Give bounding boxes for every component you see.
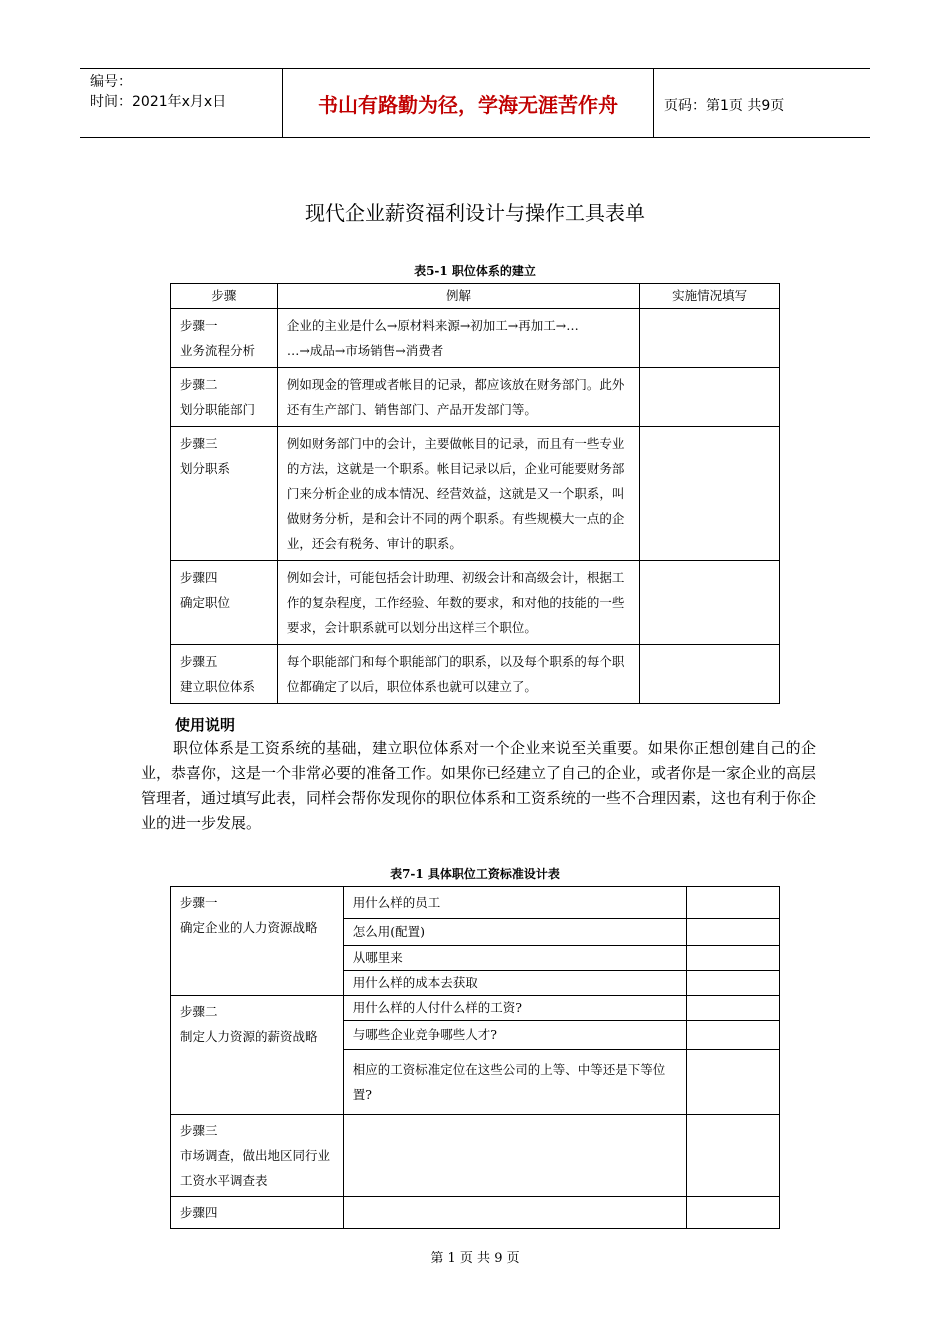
- item-cell: 用什么样的人付什么样的工资?: [343, 996, 686, 1021]
- step-cell: [171, 887, 344, 996]
- example-cell: 企业的主业是什么→原材料来源→初加工→再加工→… …→成品→市场销售→消费者: [277, 309, 639, 368]
- step-label: 步骤一: [180, 895, 218, 910]
- page-footer: 第 1 页 共 9 页: [430, 1251, 520, 1266]
- step-label: 步骤五: [180, 654, 218, 669]
- fill-in-cell[interactable]: [687, 971, 780, 996]
- step-label: 步骤二: [180, 1004, 218, 1019]
- table-row: [171, 309, 780, 368]
- step-label: 步骤三: [180, 436, 218, 451]
- document-title: 现代企业薪资福利设计与操作工具表单: [305, 201, 645, 225]
- step-label: 步骤一: [180, 318, 218, 333]
- step-cell: [171, 561, 278, 645]
- step-name: 市场调查，做出地区同行业工资水平调查表: [180, 1148, 331, 1188]
- item-cell[interactable]: [343, 1197, 686, 1229]
- column-header: 实施情况填写: [640, 284, 780, 309]
- step-name: 划分职系: [180, 461, 231, 476]
- step-name: 建立职位体系: [180, 679, 256, 694]
- example-cell: 例如现金的管理或者帐目的记录，都应该放在财务部门。此外还有生产部门、销售部门、产品开发部门等。: [277, 368, 639, 427]
- step-cell: [171, 1115, 344, 1197]
- step-cell: [171, 1197, 344, 1229]
- table2-caption: 表7-1 具体职位工资标准设计表: [390, 867, 560, 881]
- position-system-table: [170, 283, 780, 704]
- fill-in-cell[interactable]: [687, 1197, 780, 1229]
- fill-in-cell[interactable]: [687, 919, 780, 946]
- fill-in-cell[interactable]: [640, 645, 780, 704]
- fill-in-cell[interactable]: [687, 1115, 780, 1197]
- table-header-row: [171, 284, 780, 309]
- item-cell: 用什么样的员工: [343, 887, 686, 919]
- table-row: [171, 1197, 780, 1229]
- table-row: [171, 427, 780, 561]
- table-row: [171, 996, 780, 1021]
- fill-in-cell[interactable]: [640, 309, 780, 368]
- step-cell: [171, 645, 278, 704]
- table-row: [171, 368, 780, 427]
- step-label: 步骤二: [180, 377, 218, 392]
- step-cell: [171, 427, 278, 561]
- step-cell: [171, 996, 344, 1115]
- step-label: 步骤四: [180, 1205, 218, 1220]
- header-page-info: 页码：第1页 共9页: [664, 98, 785, 114]
- time-label: 时间：2021年x月x日: [90, 94, 227, 110]
- item-cell: 相应的工资标准定位在这些公司的上等、中等还是下等位置?: [343, 1050, 686, 1115]
- usage-heading: 使用说明: [175, 716, 236, 734]
- fill-in-cell[interactable]: [687, 1050, 780, 1115]
- column-header: 例解: [277, 284, 639, 309]
- step-name: 确定企业的人力资源战略: [180, 920, 318, 935]
- usage-paragraph: 职位体系是工资系统的基础，建立职位体系对一个企业来说至关重要。如果你正想创建自己的企业，恭喜你，这是一个非常必要的准备工作。如果你已经建立了自己的企业，或者你是一家企业的高层管理者，通过填写此表，同样会帮你发现你的职位体系和工资系统的一些不合理因素，这也有利于你企业的进一步发展。: [141, 739, 817, 832]
- example-cell: 例如财务部门中的会计，主要做帐目的记录，而且有一些专业的方法，这就是一个职系。帐目记录以后，企业可能要财务部门来分析企业的成本情况、经营效益，这就是又一个职系，叫做财务分析，是和会计不同的两个职系。有些规模大一点的企业，还会有税务、审计的职系。: [277, 427, 639, 561]
- step-label: 步骤四: [180, 570, 218, 585]
- step-name: 划分职能部门: [180, 402, 256, 417]
- step-name: 制定人力资源的薪资战略: [180, 1029, 318, 1044]
- page-header: [80, 68, 870, 138]
- step-cell: [171, 368, 278, 427]
- table-row: [171, 1115, 780, 1197]
- table-row: [171, 645, 780, 704]
- fill-in-cell[interactable]: [640, 368, 780, 427]
- item-cell: 怎么用(配置): [343, 919, 686, 946]
- step-cell: [171, 309, 278, 368]
- fill-in-cell[interactable]: [687, 887, 780, 919]
- item-cell: 与哪些企业竞争哪些人才?: [343, 1021, 686, 1050]
- table1-caption: 表5-1 职位体系的建立: [414, 264, 536, 278]
- fill-in-cell[interactable]: [687, 996, 780, 1021]
- item-cell: 从哪里来: [343, 946, 686, 971]
- step-name: 业务流程分析: [180, 343, 256, 358]
- table-row: [171, 561, 780, 645]
- step-label: 步骤三: [180, 1123, 218, 1138]
- column-header: 步骤: [171, 284, 278, 309]
- fill-in-cell[interactable]: [640, 561, 780, 645]
- example-cell: 每个职能部门和每个职能部门的职系，以及每个职系的每个职位都确定了以后，职位体系也就可以建立了。: [277, 645, 639, 704]
- fill-in-cell[interactable]: [687, 1021, 780, 1050]
- number-label: 编号：: [90, 74, 132, 90]
- table-row: [171, 887, 780, 919]
- example-cell: 例如会计，可能包括会计助理、初级会计和高级会计，根据工作的复杂程度，工作经验、年数的要求，和对他的技能的一些要求，会计职系就可以划分出这样三个职位。: [277, 561, 639, 645]
- item-cell: 用什么样的成本去获取: [343, 971, 686, 996]
- salary-standard-table: [170, 886, 780, 1229]
- header-motto: 书山有路勤为径，学海无涯苦作舟: [283, 69, 654, 137]
- fill-in-cell[interactable]: [640, 427, 780, 561]
- step-name: 确定职位: [180, 595, 231, 610]
- header-info-cell: [80, 69, 283, 137]
- item-cell[interactable]: [343, 1115, 686, 1197]
- fill-in-cell[interactable]: [687, 946, 780, 971]
